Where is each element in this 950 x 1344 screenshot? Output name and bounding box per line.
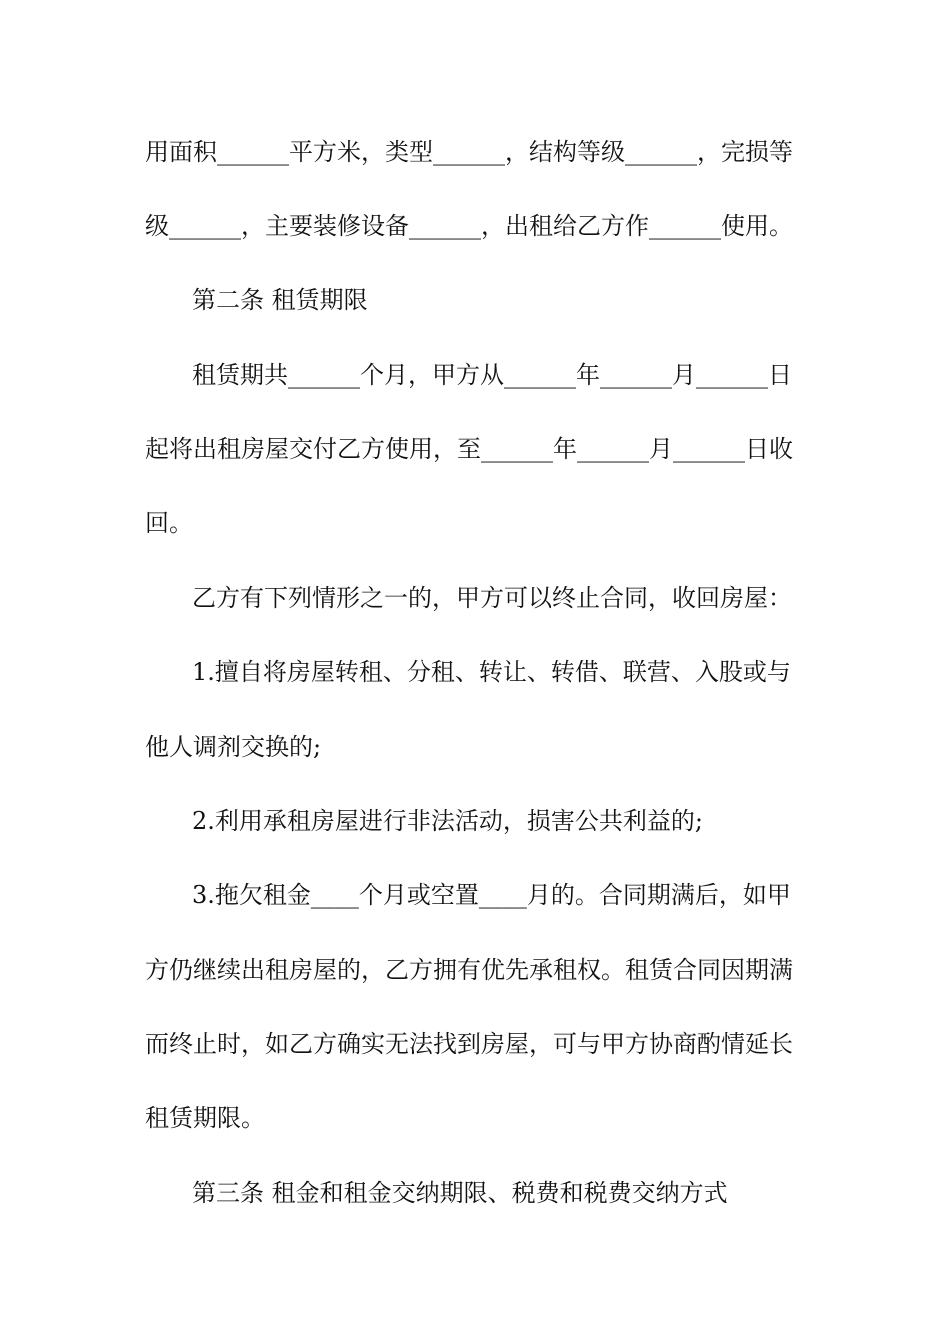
- text-line: 租赁期限。: [145, 1104, 265, 1132]
- list-item: 3.拖欠租金____个月或空置____月的。合同期满后，如甲: [192, 881, 791, 909]
- text-line: 级______，主要装修设备______，出租给乙方作______使用。: [145, 212, 793, 240]
- text-line: 乙方有下列情形之一的，甲方可以终止合同，收回房屋：: [192, 584, 792, 612]
- text-line: 起将出租房屋交付乙方使用，至______年______月______日收: [145, 435, 793, 463]
- text-line: 方仍继续出租房屋的，乙方拥有优先承租权。租赁合同因期满: [145, 956, 793, 984]
- text-line: 回。: [145, 509, 193, 537]
- text-line: 租赁期共______个月，甲方从______年______月______日: [192, 361, 792, 389]
- text-line: 他人调剂交换的;: [145, 733, 322, 761]
- list-item: 1.擅自将房屋转租、分租、转让、转借、联营、入股或与: [192, 658, 791, 686]
- list-item: 2.利用承租房屋进行非法活动，损害公共利益的;: [192, 807, 703, 835]
- text-line: 而终止时，如乙方确实无法找到房屋，可与甲方协商酌情延长: [145, 1030, 793, 1058]
- section-heading: 第二条 租赁期限: [192, 286, 368, 314]
- section-heading: 第三条 租金和租金交纳期限、税费和税费交纳方式: [192, 1179, 728, 1207]
- text-line: 用面积______平方米，类型______，结构等级______，完损等: [145, 138, 793, 166]
